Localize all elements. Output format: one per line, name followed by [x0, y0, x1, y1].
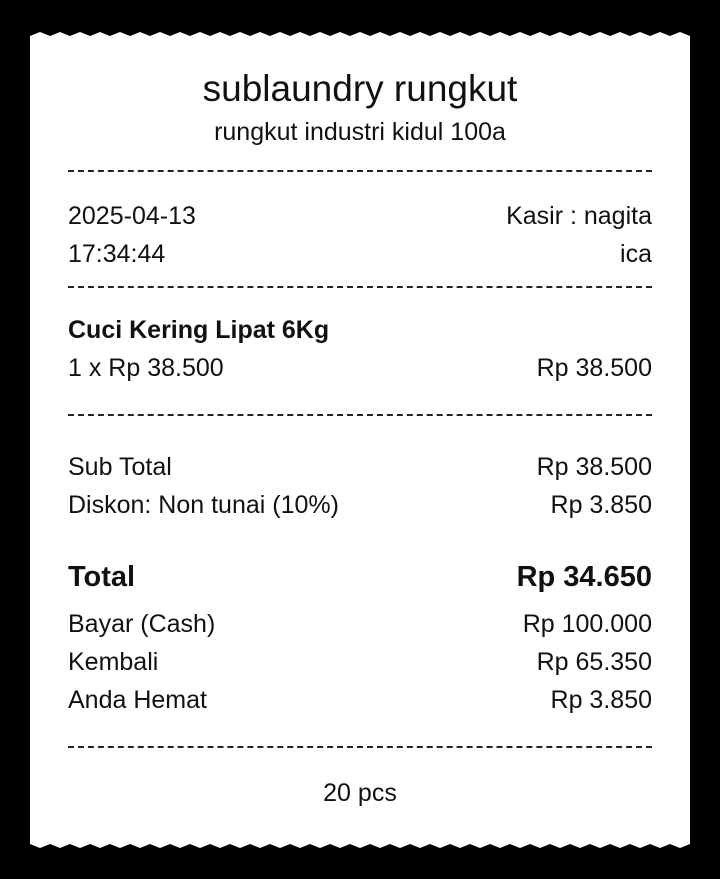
time-cashier-row — [68, 238, 652, 270]
divider — [68, 414, 652, 416]
discount-row — [68, 489, 652, 521]
receipt-torn-edge-bottom — [30, 838, 690, 848]
savings-row — [68, 684, 652, 716]
item-price-row — [68, 352, 652, 384]
receipt-date: 2025-04-13 — [68, 202, 196, 230]
item-name-row — [68, 314, 652, 346]
change-row — [68, 646, 652, 678]
total-row — [68, 559, 652, 595]
payment-label: Bayar (Cash) — [68, 610, 216, 638]
change-label: Kembali — [68, 648, 159, 676]
item-count: 20 pcs — [323, 779, 397, 807]
savings-value: Rp 3.850 — [550, 686, 652, 714]
total-value: Rp 34.650 — [516, 561, 652, 593]
payment-row — [68, 608, 652, 640]
payment-value: Rp 100.000 — [522, 610, 652, 638]
discount-value: Rp 3.850 — [550, 491, 652, 519]
subtotal-row — [68, 451, 652, 483]
item-qty-price: 1 x Rp 38.500 — [68, 354, 224, 382]
shop-address: rungkut industri kidul 100a — [214, 118, 506, 146]
total-label: Total — [68, 561, 136, 593]
savings-label: Anda Hemat — [68, 686, 207, 714]
item-amount: Rp 38.500 — [536, 354, 652, 382]
discount-label: Diskon: Non tunai (10%) — [68, 491, 339, 519]
receipt-paper — [30, 40, 690, 840]
shop-name: sublaundry rungkut — [202, 68, 518, 109]
change-value: Rp 65.350 — [536, 648, 652, 676]
item-name: Cuci Kering Lipat 6Kg — [68, 316, 330, 344]
divider — [68, 746, 652, 748]
cashier-name-cont: ica — [620, 240, 652, 268]
date-cashier-row — [68, 200, 652, 232]
divider — [68, 170, 652, 172]
receipt-time: 17:34:44 — [68, 240, 166, 268]
subtotal-label: Sub Total — [68, 453, 172, 481]
subtotal-value: Rp 38.500 — [536, 453, 652, 481]
divider — [68, 286, 652, 288]
cashier-label: Kasir : nagita — [506, 202, 652, 230]
